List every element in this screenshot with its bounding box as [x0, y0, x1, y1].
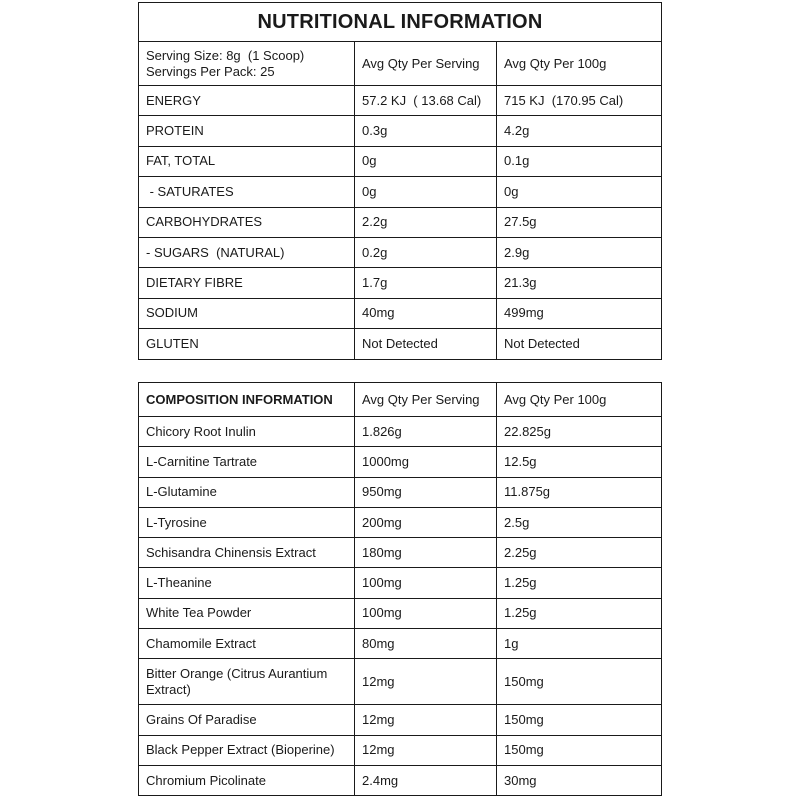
- table-row: [139, 538, 662, 568]
- column-header-per-serving: Avg Qty Per Serving: [355, 42, 497, 86]
- row-label: Grains Of Paradise: [139, 705, 355, 735]
- table-row: [139, 735, 662, 765]
- per-serving-value: 1.826g: [355, 417, 497, 447]
- row-label: L-Glutamine: [139, 477, 355, 507]
- per-serving-value: 57.2 KJ ( 13.68 Cal): [355, 86, 497, 116]
- row-label: White Tea Powder: [139, 598, 355, 628]
- table-row: [139, 417, 662, 447]
- nutrition-rows: [139, 86, 662, 360]
- per-serving-value: 0g: [355, 177, 497, 207]
- composition-header-row: [139, 383, 662, 417]
- table-row: [139, 86, 662, 116]
- per-100g-value: Not Detected: [497, 329, 662, 359]
- per-serving-value: 950mg: [355, 477, 497, 507]
- composition-table: [138, 382, 662, 796]
- table-row: [139, 659, 662, 705]
- per-100g-value: 21.3g: [497, 268, 662, 298]
- per-serving-value: 12mg: [355, 705, 497, 735]
- table-row: [139, 568, 662, 598]
- column-header-per-serving: Avg Qty Per Serving: [355, 383, 497, 417]
- per-serving-value: 100mg: [355, 598, 497, 628]
- row-label: L-Carnitine Tartrate: [139, 447, 355, 477]
- table-row: [139, 447, 662, 477]
- serving-size: Serving Size: 8g (1 Scoop): [146, 47, 305, 63]
- per-100g-value: 499mg: [497, 298, 662, 328]
- per-100g-value: 1.25g: [497, 568, 662, 598]
- table-row: [139, 146, 662, 176]
- per-serving-value: 40mg: [355, 298, 497, 328]
- row-label: Chicory Root Inulin: [139, 417, 355, 447]
- per-100g-value: 1g: [497, 629, 662, 659]
- row-label: L-Tyrosine: [139, 507, 355, 537]
- nutrition-title: NUTRITIONAL INFORMATION: [139, 3, 662, 42]
- row-label: SODIUM: [139, 298, 355, 328]
- per-serving-value: 2.4mg: [355, 765, 497, 795]
- per-serving-value: 2.2g: [355, 207, 497, 237]
- row-label: GLUTEN: [139, 329, 355, 359]
- per-serving-value: 180mg: [355, 538, 497, 568]
- servings-per-pack: Servings Per Pack: 25: [146, 63, 275, 79]
- table-row: [139, 507, 662, 537]
- per-100g-value: 0.1g: [497, 146, 662, 176]
- composition-title: COMPOSITION INFORMATION: [139, 383, 355, 417]
- row-label: PROTEIN: [139, 116, 355, 146]
- per-serving-value: 12mg: [355, 659, 497, 705]
- serving-info: [139, 42, 355, 86]
- per-serving-value: 80mg: [355, 629, 497, 659]
- nutrition-table: [138, 2, 662, 360]
- per-serving-value: 1.7g: [355, 268, 497, 298]
- row-label: Chamomile Extract: [139, 629, 355, 659]
- per-100g-value: 2.25g: [497, 538, 662, 568]
- row-label: Schisandra Chinensis Extract: [139, 538, 355, 568]
- per-100g-value: 27.5g: [497, 207, 662, 237]
- table-row: [139, 237, 662, 267]
- row-label: Bitter Orange (Citrus Aurantium Extract): [139, 659, 355, 705]
- per-100g-value: 4.2g: [497, 116, 662, 146]
- row-label: - SATURATES: [139, 177, 355, 207]
- composition-rows: [139, 417, 662, 796]
- per-100g-value: 150mg: [497, 735, 662, 765]
- row-label: L-Theanine: [139, 568, 355, 598]
- table-row: [139, 116, 662, 146]
- nutrition-title-row: [139, 3, 662, 42]
- per-100g-value: 150mg: [497, 659, 662, 705]
- per-100g-value: 22.825g: [497, 417, 662, 447]
- per-serving-value: Not Detected: [355, 329, 497, 359]
- per-100g-value: 11.875g: [497, 477, 662, 507]
- per-100g-value: 12.5g: [497, 447, 662, 477]
- column-header-per-100g: Avg Qty Per 100g: [497, 383, 662, 417]
- per-100g-value: 715 KJ (170.95 Cal): [497, 86, 662, 116]
- table-row: [139, 598, 662, 628]
- per-100g-value: 2.5g: [497, 507, 662, 537]
- table-row: [139, 329, 662, 359]
- row-label: ENERGY: [139, 86, 355, 116]
- per-100g-value: 150mg: [497, 705, 662, 735]
- per-serving-value: 1000mg: [355, 447, 497, 477]
- column-header-per-100g: Avg Qty Per 100g: [497, 42, 662, 86]
- table-row: [139, 477, 662, 507]
- row-label: CARBOHYDRATES: [139, 207, 355, 237]
- per-serving-value: 0.2g: [355, 237, 497, 267]
- nutrition-header-row: [139, 42, 662, 86]
- per-serving-value: 12mg: [355, 735, 497, 765]
- table-row: [139, 765, 662, 795]
- per-100g-value: 0g: [497, 177, 662, 207]
- per-serving-value: 0.3g: [355, 116, 497, 146]
- table-row: [139, 177, 662, 207]
- table-row: [139, 207, 662, 237]
- table-row: [139, 705, 662, 735]
- per-100g-value: 2.9g: [497, 237, 662, 267]
- row-label: Black Pepper Extract (Bioperine): [139, 735, 355, 765]
- row-label: - SUGARS (NATURAL): [139, 237, 355, 267]
- per-100g-value: 1.25g: [497, 598, 662, 628]
- table-row: [139, 268, 662, 298]
- per-100g-value: 30mg: [497, 765, 662, 795]
- per-serving-value: 0g: [355, 146, 497, 176]
- per-serving-value: 100mg: [355, 568, 497, 598]
- table-row: [139, 298, 662, 328]
- row-label: Chromium Picolinate: [139, 765, 355, 795]
- table-row: [139, 629, 662, 659]
- row-label: FAT, TOTAL: [139, 146, 355, 176]
- row-label: DIETARY FIBRE: [139, 268, 355, 298]
- per-serving-value: 200mg: [355, 507, 497, 537]
